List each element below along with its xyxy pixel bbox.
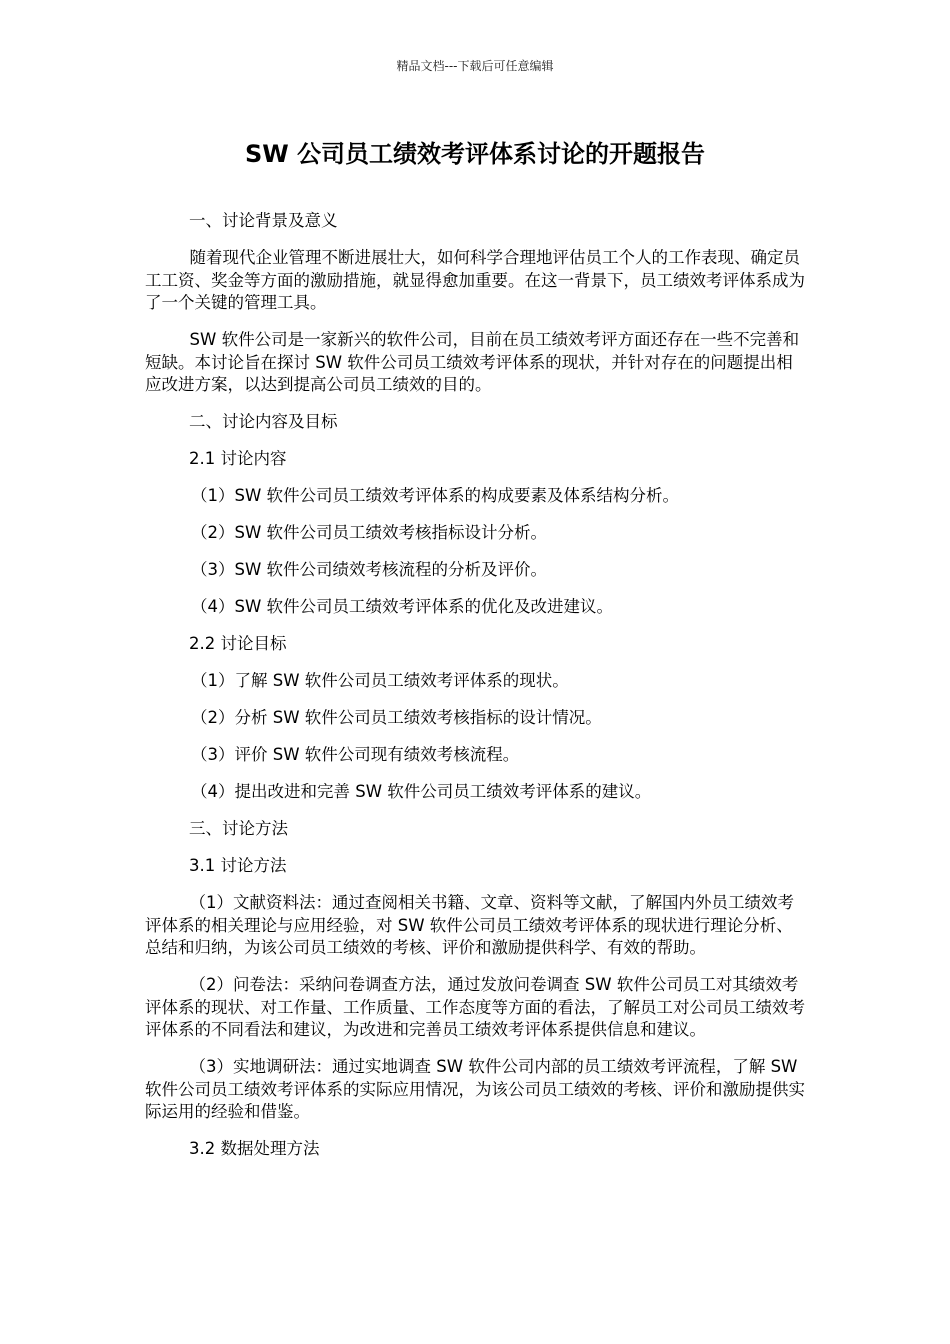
header-note: 精品文档---下载后可任意编辑	[396, 59, 554, 73]
section-3-2-heading: 3.2 数据处理方法	[189, 1139, 320, 1158]
content-item-4: （4）SW 软件公司员工绩效考评体系的优化及改进建议。	[191, 597, 614, 616]
section-2-heading: 二、讨论内容及目标	[189, 412, 338, 431]
section-2-1-heading: 2.1 讨论内容	[189, 449, 287, 468]
method-paragraph-2: （2）问卷法：采纳问卷调查方法，通过发放问卷调查 SW 软件公司员工对其绩效考评体系的现状、对工作量、工作质量、工作态度等方面的看法，了解员工对公司员工绩效考评体系的不同看法和建议，为改进和完善员工绩效考评体系提供信息和建议。	[145, 975, 805, 1039]
goal-item-1: （1）了解 SW 软件公司员工绩效考评体系的现状。	[191, 671, 569, 690]
document-body	[145, 210, 807, 1175]
method-paragraph-1: （1）文献资料法：通过查阅相关书籍、文章、资料等文献，了解国内外员工绩效考评体系的相关理论与应用经验，对 SW 软件公司员工绩效考评体系的现状进行理论分析、总结和归纳，为该公司员工绩效的考核、评价和激励提供科学、有效的帮助。	[145, 893, 795, 957]
method-paragraph-3: （3）实地调研法：通过实地调查 SW 软件公司内部的员工绩效考评流程，了解 SW 软件公司员工绩效考评体系的实际应用情况，为该公司员工绩效的考核、评价和激励提供实际运用的经验和借鉴。	[145, 1057, 805, 1121]
content-item-2: （2）SW 软件公司员工绩效考核指标设计分析。	[191, 523, 548, 542]
section-1-heading: 一、讨论背景及意义	[189, 211, 338, 230]
page-title: SW 公司员工绩效考评体系讨论的开题报告	[244, 140, 706, 168]
content-item-1: （1）SW 软件公司员工绩效考评体系的构成要素及体系结构分析。	[191, 486, 680, 505]
goal-item-4: （4）提出改进和完善 SW 软件公司员工绩效考评体系的建议。	[191, 782, 652, 801]
goal-item-2: （2）分析 SW 软件公司员工绩效考核指标的设计情况。	[191, 708, 602, 727]
section-3-heading: 三、讨论方法	[189, 819, 288, 838]
goal-item-3: （3）评价 SW 软件公司现有绩效考核流程。	[191, 745, 520, 764]
section-3-1-heading: 3.1 讨论方法	[189, 856, 287, 875]
section-1-paragraph-1: 随着现代企业管理不断进展壮大，如何科学合理地评估员工个人的工作表现、确定员工工资、奖金等方面的激励措施，就显得愈加重要。在这一背景下，员工绩效考评体系成为了一个关键的管理工具。	[145, 248, 805, 312]
section-1-paragraph-2: SW 软件公司是一家新兴的软件公司，目前在员工绩效考评方面还存在一些不完善和短缺。本讨论旨在探讨 SW 软件公司员工绩效考评体系的现状，并针对存在的问题提出相应改进方案，以达到提高公司员工绩效的目的。	[145, 330, 800, 394]
section-2-2-heading: 2.2 讨论目标	[189, 634, 287, 653]
content-item-3: （3）SW 软件公司绩效考核流程的分析及评价。	[191, 560, 548, 579]
